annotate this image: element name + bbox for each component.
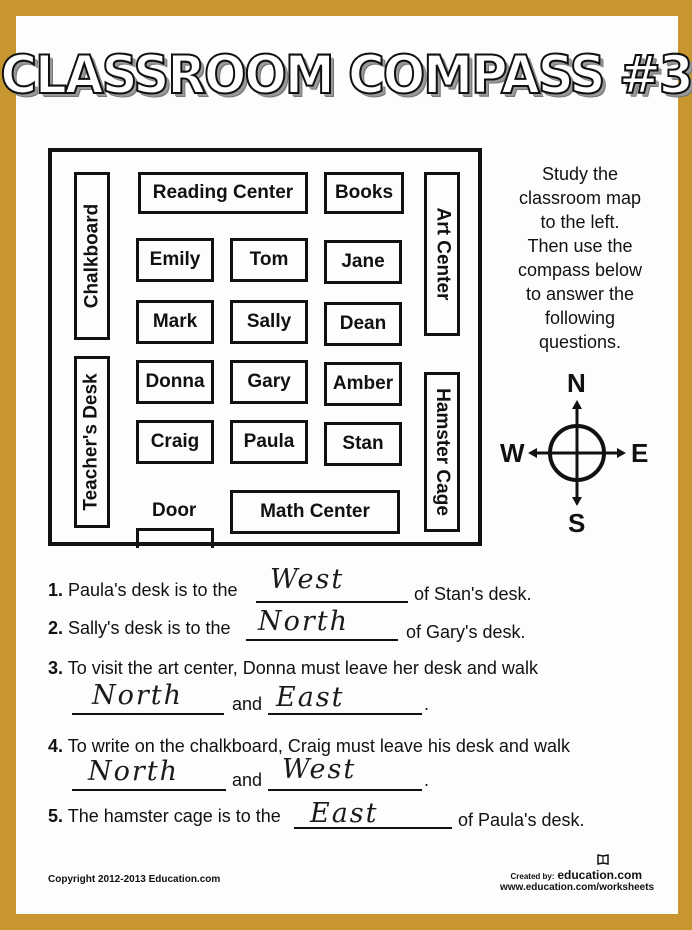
- hamster-cage-label: Hamster Cage: [432, 388, 453, 516]
- question-1-end: of Stan's desk.: [414, 584, 532, 604]
- worksheets-url: www.education.com/worksheets: [500, 882, 655, 893]
- door-label: Door: [152, 500, 197, 521]
- answer-2-blank[interactable]: [246, 638, 398, 641]
- desk-tom: Tom: [230, 238, 308, 282]
- door-shape: [136, 528, 214, 548]
- question-2-end: of Gary's desk.: [406, 622, 526, 642]
- desk-mark: Mark: [136, 300, 214, 344]
- books-box: [324, 172, 404, 214]
- chalkboard-label: Chalkboard: [81, 203, 102, 309]
- desk-stan: Stan: [324, 422, 402, 466]
- compass-south: S: [568, 508, 586, 538]
- compass-north: N: [567, 368, 586, 398]
- compass-east: E: [631, 438, 649, 468]
- created-by-label: Created by:: [510, 872, 555, 881]
- classroom-map: [48, 148, 482, 546]
- math-center-box: [230, 490, 400, 534]
- desk-gary: Gary: [230, 360, 308, 404]
- answer-4b-text: West: [282, 754, 357, 785]
- question-4-end: .: [424, 770, 430, 790]
- desk-amber: Amber: [324, 362, 402, 406]
- compass-west: W: [500, 438, 525, 468]
- question-3-end: .: [424, 694, 430, 714]
- question-3-and: and: [232, 694, 263, 714]
- desk-dean: Dean: [324, 302, 402, 346]
- worksheet-title: CLASSROOM COMPASS #3: [0, 44, 692, 106]
- question-4: 4. To write on the chalkboard, Craig must leave his desk and walk: [48, 736, 570, 756]
- teachers-desk-box: [74, 356, 110, 528]
- question-5-end: of Paula's desk.: [458, 810, 585, 830]
- answer-2-text: North: [258, 606, 350, 637]
- answer-1-blank[interactable]: [256, 600, 408, 603]
- answer-1-text: West: [270, 564, 345, 595]
- created-by-block: [500, 868, 642, 882]
- desk-donna: Donna: [136, 360, 214, 404]
- compass-rose-icon: [527, 398, 627, 508]
- question-3: 3. To visit the art center, Donna must leave her desk and walk: [48, 658, 538, 678]
- art-center-label: Art Center: [432, 207, 453, 301]
- desk-jane: Jane: [324, 240, 402, 284]
- chalkboard-box: [74, 172, 110, 340]
- desk-sally: Sally: [230, 300, 308, 344]
- desk-paula: Paula: [230, 420, 308, 464]
- hamster-cage-box: [424, 372, 460, 532]
- teachers-desk-label: Teacher's Desk: [81, 373, 102, 511]
- books-label: Books: [334, 182, 394, 203]
- answer-3a-text: North: [92, 680, 184, 711]
- reading-center-box: [138, 172, 308, 214]
- education-logo-text: education.com: [557, 868, 642, 882]
- book-logo-icon: [596, 852, 610, 866]
- reading-center-label: Reading Center: [152, 182, 294, 203]
- question-1: 1. Paula's desk is to the: [48, 580, 238, 600]
- math-center-label: Math Center: [260, 501, 370, 522]
- art-center-box: [424, 172, 460, 336]
- question-4-and: and: [232, 770, 263, 790]
- question-2: 2. Sally's desk is to the: [48, 618, 231, 638]
- answer-4a-blank[interactable]: [72, 788, 226, 791]
- desk-craig: Craig: [136, 420, 214, 464]
- answer-3b-text: East: [276, 682, 345, 713]
- answer-4b-blank[interactable]: [268, 788, 422, 791]
- instructions: Study the classroom map to the left. Then use the compass below to answer the following questions.: [517, 164, 643, 352]
- question-5: 5. The hamster cage is to the: [48, 806, 281, 826]
- desk-emily: Emily: [136, 238, 214, 282]
- answer-4a-text: North: [88, 756, 180, 787]
- copyright-text: Copyright 2012-2013 Education.com: [48, 874, 221, 885]
- answer-3a-blank[interactable]: [72, 712, 224, 715]
- answer-5-text: East: [310, 798, 379, 829]
